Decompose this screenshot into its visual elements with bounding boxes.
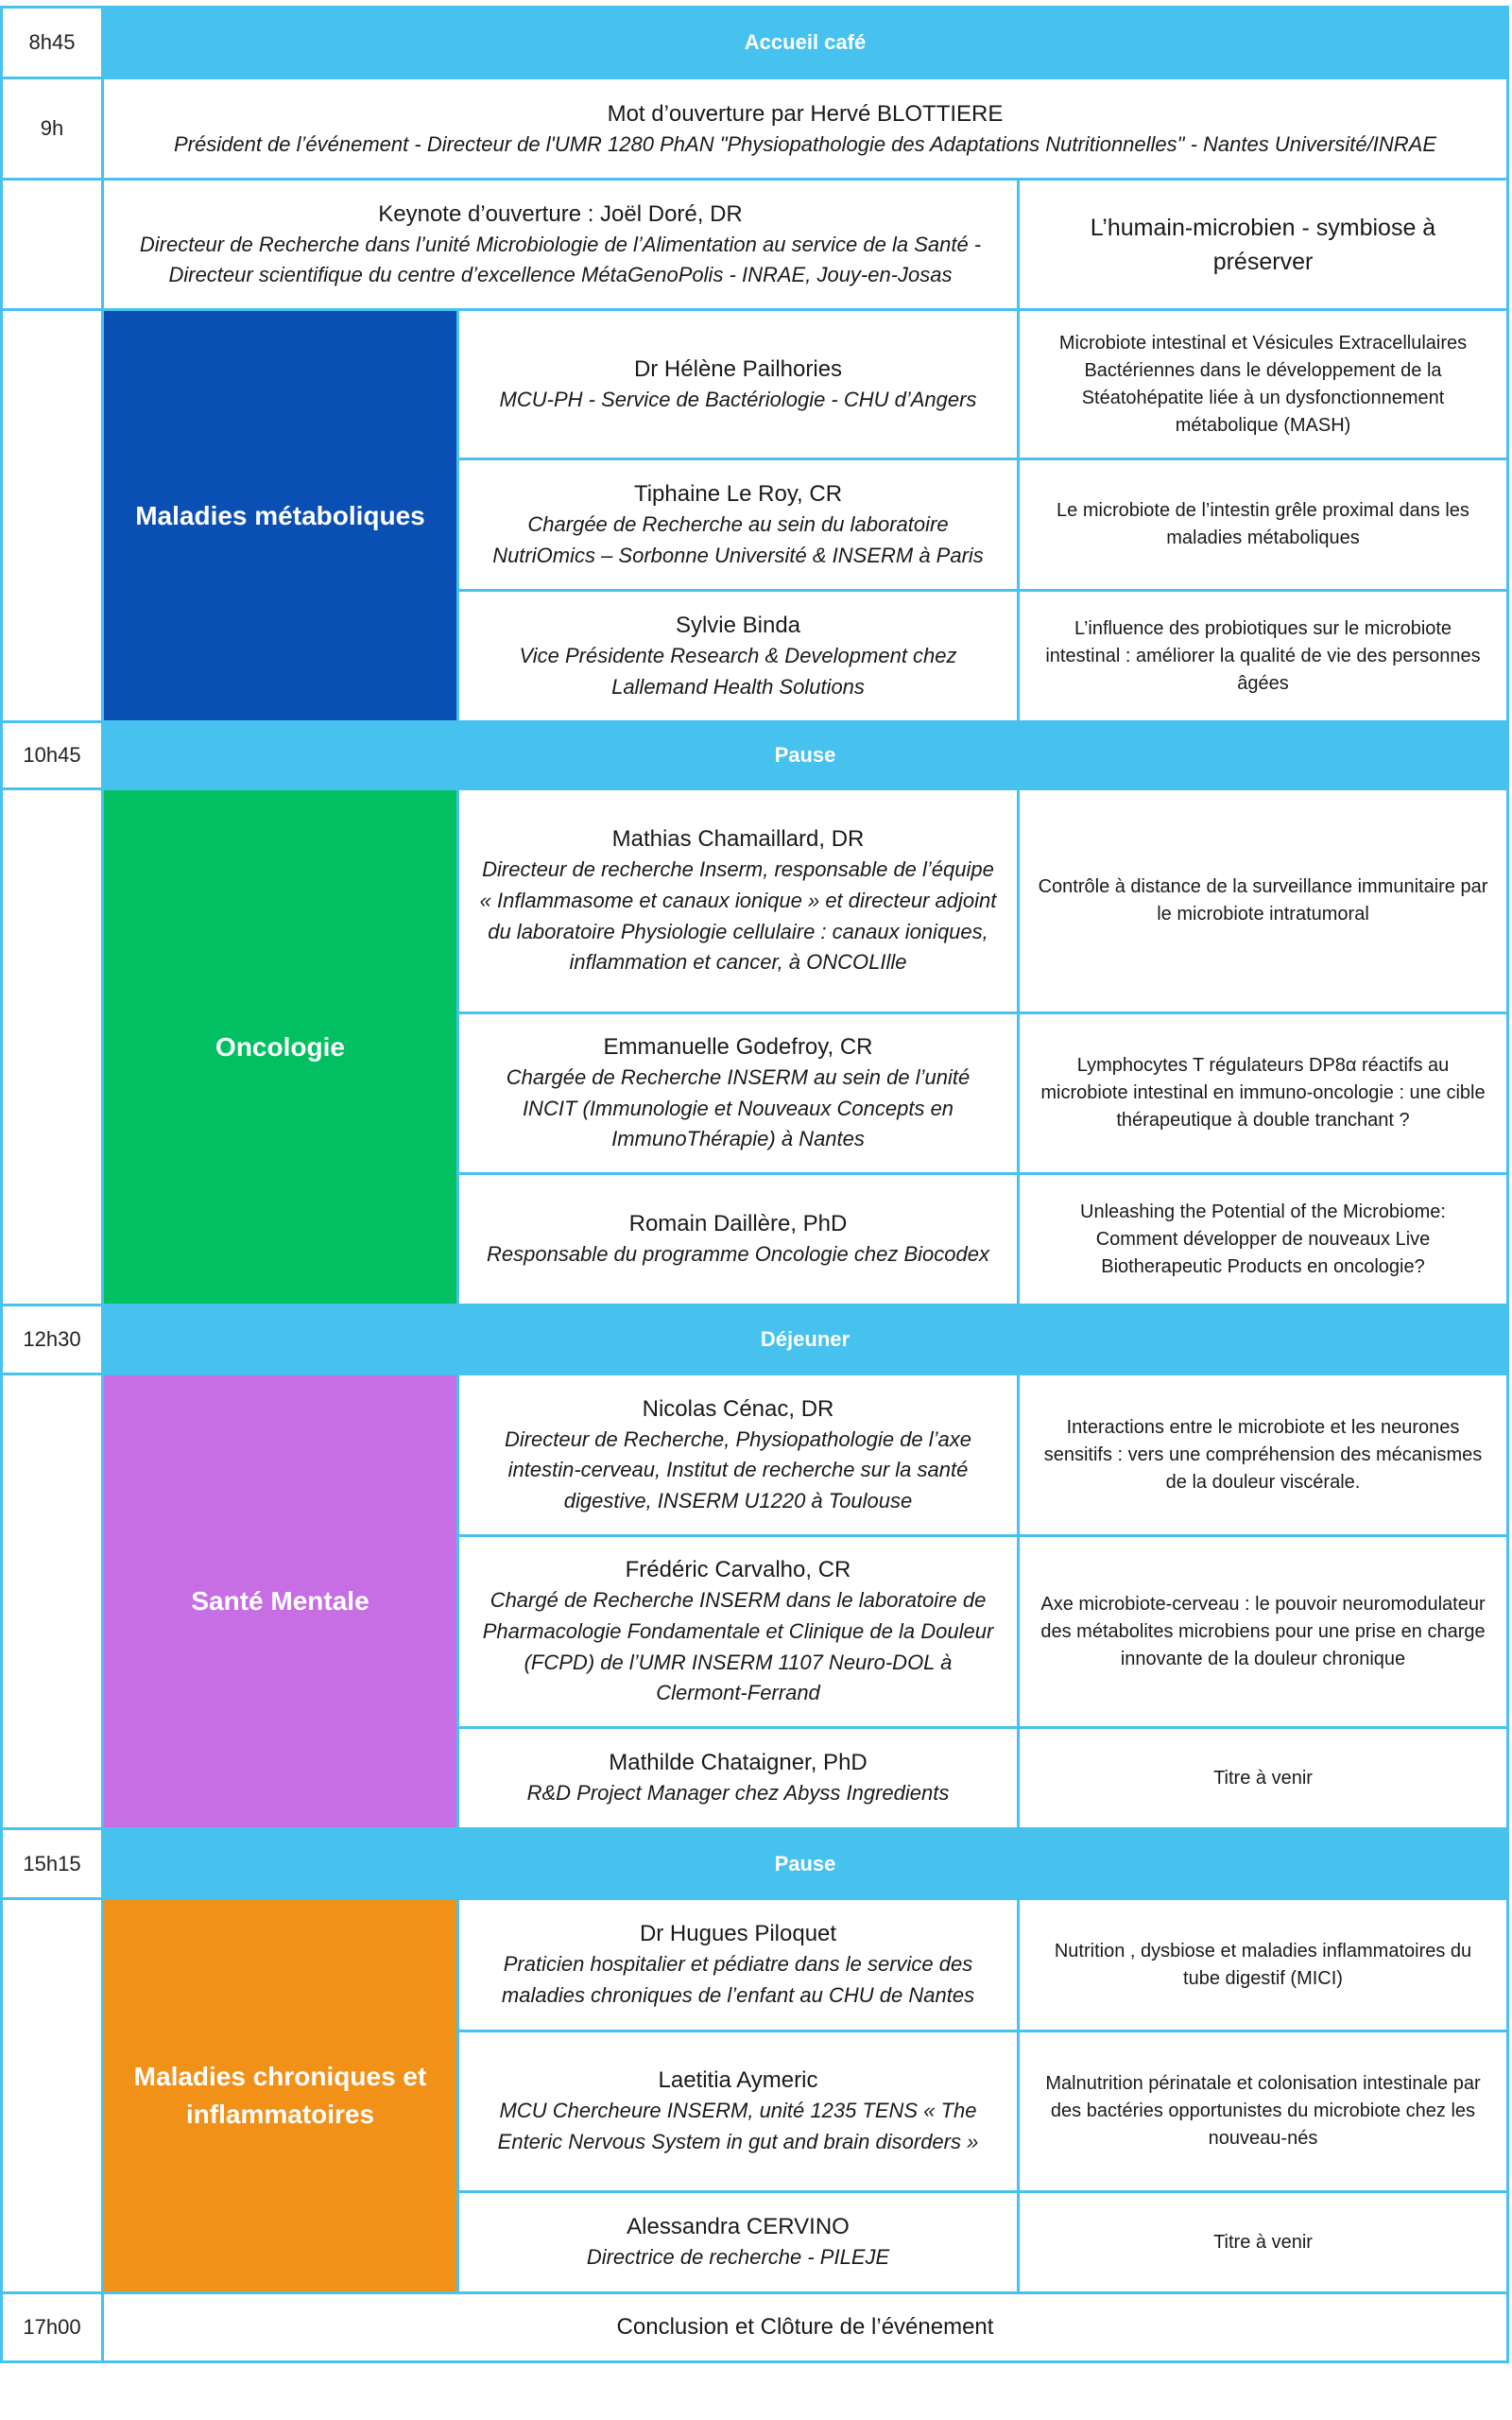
speaker-name: Tiphaine Le Roy, CR [633, 480, 843, 507]
speaker-cell [456, 1897, 1020, 2032]
opening-cell [101, 77, 1509, 181]
closing-cell: Conclusion et Clôture de l’événement [101, 2291, 1509, 2363]
speaker-name: Frédéric Carvalho, CR [625, 1557, 851, 1583]
speaker-cell [456, 458, 1020, 592]
speaker-name: Sylvie Binda [675, 612, 801, 638]
keynote-talk-title: L’humain-microbien - symbiose à préserver [1017, 178, 1509, 311]
speaker-name: Mathias Chamaillard, DR [611, 826, 865, 853]
speaker-role: Chargé de Recherche INSERM dans le laboratoire de Pharmacologie Fondamentale et Clinique de la Douleur (FCPD) de l’UMR INSERM 1107 Neuro-DOL à Clermont-Ferrand [482, 1588, 994, 1705]
speaker-role: MCU-PH - Service de Bactériologie - CHU d’Angers [499, 387, 977, 411]
speaker-name: Laetitia Aymeric [658, 2067, 818, 2094]
break-band: Pause [101, 1827, 1509, 1900]
speaker-name: Mathilde Chataigner, PhD [609, 1750, 868, 1776]
keynote-role-line: Directeur scientifique du centre d’excellence MétaGenoPolis - INRAE, Jouy-en-Josas [168, 263, 953, 286]
time-cell: 10h45 [0, 720, 104, 790]
speaker-cell [456, 308, 1020, 460]
empty-time-cell [0, 178, 104, 311]
accueil-band: Accueil café [101, 6, 1509, 79]
speaker-name: Dr Hélène Pailhories [633, 355, 843, 382]
keynote-title: Keynote d’ouverture : Joël Doré, DR [378, 201, 743, 227]
speaker-cell [456, 787, 1020, 1014]
talk-title: Microbiote intestinal et Vésicules Extracellulaires Bactériennes dans le développement de la Stéatohépatite liée à un dysfonctionnement métabolique (MASH) [1017, 308, 1509, 460]
keynote-cell [101, 178, 1020, 311]
time-cell: 17h00 [0, 2291, 104, 2363]
talk-title: Interactions entre le microbiote et les neurones sensitifs : vers une compréhension des mécanismes de la douleur viscérale. [1017, 1373, 1509, 1537]
speaker-role: Praticien hospitalier et pédiatre dans le service des maladies chroniques de l’enfant au CHU de Nantes [501, 1952, 975, 2007]
empty-time-cell [0, 787, 104, 1306]
speaker-cell [456, 1373, 1020, 1537]
speaker-role: R&D Project Manager chez Abyss Ingredients [526, 1781, 950, 1806]
speaker-role: Vice Présidente Research & Development chez Lallemand Health Solutions [519, 643, 957, 699]
talk-title: L’influence des probiotiques sur le microbiote intestinal : améliorer la qualité de vie des personnes âgées [1017, 589, 1509, 723]
talk-title: Titre à venir [1017, 2190, 1509, 2294]
time-cell: 8h45 [0, 6, 104, 79]
speaker-name: Dr Hugues Piloquet [639, 1921, 837, 1947]
talk-title: Titre à venir [1017, 1726, 1509, 1830]
session-theme-oncologie: Oncologie [101, 787, 459, 1306]
time-cell: 15h15 [0, 1827, 104, 1900]
speaker-role: Directeur de Recherche, Physiopathologie de l’axe intestin-cerveau, Institut de recherche sur la santé digestive, INSERM U1220 à Toulouse [504, 1426, 972, 1512]
talk-title: Unleashing the Potential of the Microbiome: Comment développer de nouveaux Live Biotherapeutic Products en oncologie? [1017, 1172, 1509, 1306]
break-band: Déjeuner [101, 1304, 1509, 1375]
empty-time-cell [0, 1897, 104, 2294]
talk-title: Contrôle à distance de la surveillance immunitaire par le microbiote intratumoral [1017, 787, 1509, 1014]
opening-role: Président de l’événement - Directeur de l'UMR 1280 PhAN "Physiopathologie des Adaptations Nutritionnelles" - Nantes Université/INRAE [174, 131, 1436, 156]
talk-title: Nutrition , dysbiose et maladies inflammatoires du tube digestif (MICI) [1017, 1897, 1509, 2032]
speaker-cell [456, 1172, 1020, 1306]
speaker-role: MCU Chercheure INSERM, unité 1235 TENS « The Enteric Nervous System in gut and brain disorders » [497, 2099, 979, 2153]
break-band: Pause [101, 720, 1509, 790]
speaker-role: Responsable du programme Oncologie chez Biocodex [487, 1242, 989, 1267]
opening-title: Mot d’ouverture par Hervé BLOTTIERE [607, 100, 1004, 127]
talk-title: Malnutrition périnatale et colonisation intestinale par des bactéries opportunistes du microbiote chez les nouveau-nés [1017, 2030, 1509, 2193]
speaker-role: Chargée de Recherche au sein du laboratoire NutriOmics – Sorbonne Université & INSERM à Paris [492, 511, 984, 567]
session-theme-sante-mentale: Santé Mentale [101, 1373, 459, 1830]
speaker-name: Romain Daillère, PhD [628, 1211, 848, 1237]
speaker-cell [456, 2030, 1020, 2193]
speaker-cell [456, 1011, 1020, 1175]
empty-time-cell [0, 308, 104, 723]
session-theme-metaboliques: Maladies métaboliques [101, 308, 459, 723]
empty-time-cell [0, 1373, 104, 1830]
time-cell: 9h [0, 77, 104, 181]
keynote-role-line: Directeur de Recherche dans l’unité Microbiologie de l’Alimentation au service de la Santé - [139, 233, 982, 256]
talk-title: Axe microbiote-cerveau : le pouvoir neuromodulateur des métabolites microbiens pour une prise en charge innovante de la douleur chronique [1017, 1534, 1509, 1729]
speaker-cell [456, 1534, 1020, 1729]
talk-title: Le microbiote de l’intestin grêle proximal dans les maladies métaboliques [1017, 458, 1509, 592]
speaker-name: Emmanuelle Godefroy, CR [603, 1034, 873, 1061]
speaker-name: Nicolas Cénac, DR [642, 1395, 834, 1422]
session-theme-chroniques: Maladies chroniques et inflammatoires [101, 1897, 459, 2294]
speaker-role: Directeur de recherche Inserm, responsable de l’équipe « Inflammasome et canaux ionique » et directeur adjoint du laboratoire Physiologie cellulaire : canaux ioniques, inflammation et cancer, à ONCOLIlle [479, 857, 997, 975]
speaker-role: Chargée de Recherche INSERM au sein de l’unité INCIT (Immunologie et Nouveaux Concepts en ImmunoThérapie) à Nantes [506, 1065, 971, 1151]
speaker-cell [456, 589, 1020, 723]
speaker-cell [456, 2190, 1020, 2294]
time-cell: 12h30 [0, 1304, 104, 1375]
speaker-role: Directrice de recherche - PILEJE [586, 2245, 890, 2270]
speaker-name: Alessandra CERVINO [627, 2214, 850, 2240]
talk-title: Lymphocytes T régulateurs DP8α réactifs au microbiote intestinal en immuno-oncologie : une cible thérapeutique à double tranchant ? [1017, 1011, 1509, 1175]
speaker-cell [456, 1726, 1020, 1830]
